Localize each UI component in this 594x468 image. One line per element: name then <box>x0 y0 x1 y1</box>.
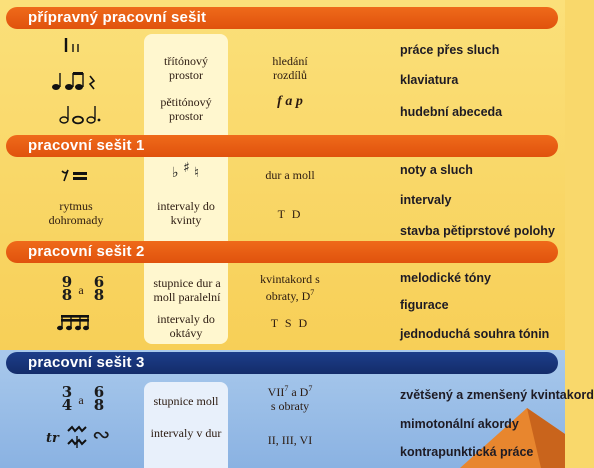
topic-label: práce přes sluch <box>400 43 500 57</box>
section-title: pracovní sešit 3 <box>28 354 145 371</box>
text-search-differences: hledání rozdílů <box>272 54 308 82</box>
notes-rhythm-icon <box>50 70 98 92</box>
section-title: pracovní sešit 2 <box>28 243 145 260</box>
topic-label: kontrapunktická práce <box>400 445 534 459</box>
time-signature-6-8 <box>92 383 106 414</box>
time-sig-top: 3 <box>61 383 73 401</box>
sharp-icon: ♯ <box>183 160 190 176</box>
topic-label: klaviatura <box>400 73 459 87</box>
topic-label: stavba pětiprstové polohy <box>400 224 555 238</box>
topic-label: melodické tóny <box>400 271 491 285</box>
topic-label: mimotonální akordy <box>400 417 519 431</box>
trill-icon: tr <box>46 431 59 446</box>
time-signature-6-8 <box>92 273 106 304</box>
sixteenth-notes-icon <box>58 312 92 332</box>
time-sig-bottom: 4 <box>61 396 73 414</box>
bar-lines-icon <box>62 36 82 54</box>
text-degrees: II, III, VI <box>267 433 313 447</box>
text-minor-scale: stupnice moll <box>153 394 219 408</box>
text-tritone-space: třítónový prostor <box>164 54 208 82</box>
text-vii: VII <box>267 385 285 399</box>
text-and: a <box>78 283 84 297</box>
time-sig-top: 6 <box>93 273 105 291</box>
turn-icon: ∾ <box>92 423 111 448</box>
topic-label: hudební abeceda <box>400 105 503 119</box>
text-intervals-octave: intervaly do oktávy <box>157 312 215 340</box>
section-header-preparatory <box>6 7 558 29</box>
topic-label: jednoduchá souhra tónin <box>400 327 550 341</box>
section-header-3 <box>6 352 558 374</box>
superscript-7: 7 <box>310 288 315 297</box>
text-t-s-d: T S D <box>270 316 310 330</box>
time-sig-bottom: 8 <box>93 396 105 414</box>
time-sig-top: 6 <box>93 383 105 401</box>
superscript-7: 7 <box>308 384 313 393</box>
text-triad-inversions <box>250 272 330 303</box>
natural-icon: ♮ <box>194 165 200 181</box>
text-triad: kvintakord s obraty, D <box>260 272 320 303</box>
rest-symbols-icon <box>58 167 92 183</box>
section-header-2 <box>6 241 558 263</box>
text-scales-parallel: stupnice dur a moll paralelní <box>153 276 221 304</box>
time-sig-bottom: 8 <box>61 286 73 304</box>
text-and: a <box>78 393 84 407</box>
section-title: pracovní sešit 1 <box>28 137 145 154</box>
note-values-icon <box>58 104 102 126</box>
mordent-icon <box>66 424 88 450</box>
flat-icon: ♭ <box>172 165 179 181</box>
text-vii7-d7 <box>250 382 330 413</box>
section-header-1 <box>6 135 558 157</box>
superscript-7: 7 <box>284 384 289 393</box>
topic-label: intervaly <box>400 193 452 207</box>
text-major-minor: dur a moll <box>265 168 315 182</box>
topic-label: zvětšený a zmenšený kvintakord <box>400 388 594 402</box>
time-signature-3-4 <box>60 383 74 414</box>
text-rhythm-together: rytmus dohromady <box>48 199 104 227</box>
text-t-d: T D <box>277 207 303 221</box>
text-intervals-fifth: intervaly do kvinty <box>157 199 215 227</box>
time-sig-top: 9 <box>61 273 73 291</box>
topic-label: noty a sluch <box>400 163 473 177</box>
text-dynamics-f-p: f a p <box>277 94 303 109</box>
section-title: přípravný pracovní sešit <box>28 9 207 26</box>
text-inversions: s obraty <box>270 399 310 413</box>
text-pentatone-space: pětitónový prostor <box>160 95 212 123</box>
time-sig-bottom: 8 <box>93 286 105 304</box>
topic-label: figurace <box>400 298 449 312</box>
text-a-d: a D <box>288 385 309 399</box>
text-intervals-major: intervaly v dur <box>150 426 222 440</box>
time-signature-9-8 <box>60 273 74 304</box>
